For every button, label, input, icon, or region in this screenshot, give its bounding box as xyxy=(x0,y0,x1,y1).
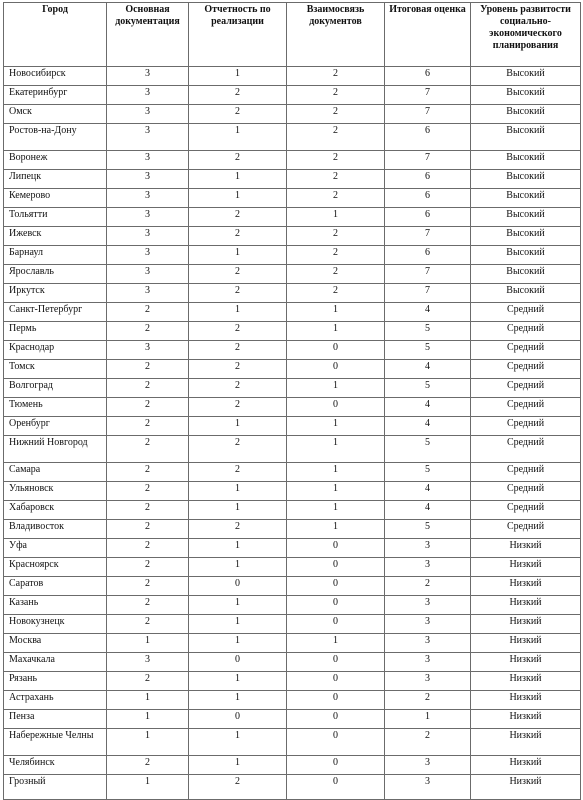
table-row xyxy=(4,105,581,124)
cell-documents-relationship: 2 xyxy=(287,151,385,170)
cell-city: Нижний Новгород xyxy=(4,436,107,463)
cell-total-score: 4 xyxy=(385,501,471,520)
cell-planning-level: Низкий xyxy=(471,775,581,800)
cell-implementation-reporting: 1 xyxy=(189,596,287,615)
cell-total-score: 3 xyxy=(385,634,471,653)
table-row xyxy=(4,86,581,105)
header-implementation-reporting: Отчетность по реализации xyxy=(189,3,287,67)
cell-documents-relationship: 2 xyxy=(287,265,385,284)
cell-main-documentation: 2 xyxy=(107,482,189,501)
table-row xyxy=(4,634,581,653)
cell-planning-level: Высокий xyxy=(471,67,581,86)
cell-city: Астрахань xyxy=(4,691,107,710)
cell-documents-relationship: 0 xyxy=(287,775,385,800)
cell-implementation-reporting: 1 xyxy=(189,539,287,558)
table-row xyxy=(4,756,581,775)
cell-planning-level: Высокий xyxy=(471,189,581,208)
cell-main-documentation: 3 xyxy=(107,246,189,265)
cell-planning-level: Средний xyxy=(471,482,581,501)
cell-planning-level: Средний xyxy=(471,398,581,417)
cell-main-documentation: 2 xyxy=(107,322,189,341)
cell-planning-level: Низкий xyxy=(471,596,581,615)
cell-documents-relationship: 0 xyxy=(287,558,385,577)
cell-main-documentation: 2 xyxy=(107,303,189,322)
cell-city: Новокузнецк xyxy=(4,615,107,634)
cell-total-score: 1 xyxy=(385,710,471,729)
cell-city: Махачкала xyxy=(4,653,107,672)
header-main-documentation: Основная документация xyxy=(107,3,189,67)
cell-documents-relationship: 0 xyxy=(287,756,385,775)
cell-documents-relationship: 1 xyxy=(287,436,385,463)
cell-planning-level: Низкий xyxy=(471,691,581,710)
table-row xyxy=(4,379,581,398)
cell-city: Москва xyxy=(4,634,107,653)
table-header xyxy=(4,3,581,67)
cell-implementation-reporting: 1 xyxy=(189,417,287,436)
cell-total-score: 6 xyxy=(385,189,471,208)
table-row xyxy=(4,151,581,170)
cell-total-score: 6 xyxy=(385,246,471,265)
cell-documents-relationship: 0 xyxy=(287,360,385,379)
cell-main-documentation: 1 xyxy=(107,634,189,653)
cell-main-documentation: 3 xyxy=(107,105,189,124)
cell-implementation-reporting: 2 xyxy=(189,379,287,398)
cell-implementation-reporting: 2 xyxy=(189,341,287,360)
cell-main-documentation: 2 xyxy=(107,501,189,520)
table-row xyxy=(4,539,581,558)
cell-implementation-reporting: 2 xyxy=(189,208,287,227)
cell-total-score: 6 xyxy=(385,67,471,86)
cell-documents-relationship: 0 xyxy=(287,672,385,691)
cell-implementation-reporting: 1 xyxy=(189,246,287,265)
cell-total-score: 5 xyxy=(385,436,471,463)
cell-main-documentation: 2 xyxy=(107,360,189,379)
table-row xyxy=(4,596,581,615)
table-row xyxy=(4,417,581,436)
cell-city: Ульяновск xyxy=(4,482,107,501)
cell-city: Казань xyxy=(4,596,107,615)
cell-documents-relationship: 1 xyxy=(287,482,385,501)
cell-documents-relationship: 0 xyxy=(287,691,385,710)
cell-planning-level: Низкий xyxy=(471,729,581,756)
cell-documents-relationship: 2 xyxy=(287,284,385,303)
cell-planning-level: Низкий xyxy=(471,710,581,729)
cell-total-score: 3 xyxy=(385,653,471,672)
cell-city: Воронеж xyxy=(4,151,107,170)
table-row xyxy=(4,691,581,710)
table-row xyxy=(4,501,581,520)
cell-planning-level: Средний xyxy=(471,520,581,539)
cell-documents-relationship: 2 xyxy=(287,105,385,124)
cell-main-documentation: 2 xyxy=(107,558,189,577)
cell-planning-level: Низкий xyxy=(471,539,581,558)
cell-main-documentation: 3 xyxy=(107,208,189,227)
cell-city: Пермь xyxy=(4,322,107,341)
cell-total-score: 3 xyxy=(385,558,471,577)
cell-main-documentation: 3 xyxy=(107,189,189,208)
cell-implementation-reporting: 2 xyxy=(189,436,287,463)
cell-implementation-reporting: 1 xyxy=(189,756,287,775)
cell-city: Рязань xyxy=(4,672,107,691)
cell-total-score: 3 xyxy=(385,672,471,691)
cell-documents-relationship: 0 xyxy=(287,398,385,417)
cell-implementation-reporting: 2 xyxy=(189,322,287,341)
cell-total-score: 5 xyxy=(385,520,471,539)
cell-city: Набережные Челны xyxy=(4,729,107,756)
table-row xyxy=(4,775,581,800)
cell-total-score: 2 xyxy=(385,729,471,756)
table-row xyxy=(4,341,581,360)
table-body xyxy=(4,67,581,800)
cell-implementation-reporting: 1 xyxy=(189,501,287,520)
cell-total-score: 4 xyxy=(385,398,471,417)
cell-planning-level: Высокий xyxy=(471,227,581,246)
cell-implementation-reporting: 1 xyxy=(189,482,287,501)
cell-total-score: 5 xyxy=(385,322,471,341)
cell-implementation-reporting: 2 xyxy=(189,520,287,539)
cell-main-documentation: 3 xyxy=(107,227,189,246)
cell-planning-level: Низкий xyxy=(471,558,581,577)
cell-city: Иркутск xyxy=(4,284,107,303)
cell-implementation-reporting: 2 xyxy=(189,398,287,417)
cell-planning-level: Средний xyxy=(471,417,581,436)
table-row xyxy=(4,482,581,501)
cell-total-score: 2 xyxy=(385,577,471,596)
cell-documents-relationship: 2 xyxy=(287,170,385,189)
table-row xyxy=(4,246,581,265)
cell-implementation-reporting: 1 xyxy=(189,67,287,86)
table-row xyxy=(4,360,581,379)
cell-implementation-reporting: 1 xyxy=(189,189,287,208)
cell-documents-relationship: 1 xyxy=(287,379,385,398)
table-row xyxy=(4,436,581,463)
cell-implementation-reporting: 1 xyxy=(189,634,287,653)
cell-main-documentation: 1 xyxy=(107,729,189,756)
cell-implementation-reporting: 1 xyxy=(189,124,287,151)
header-city: Город xyxy=(4,3,107,67)
cell-planning-level: Средний xyxy=(471,463,581,482)
cell-city: Красноярск xyxy=(4,558,107,577)
cell-city: Ростов-на-Дону xyxy=(4,124,107,151)
cell-city: Краснодар xyxy=(4,341,107,360)
cell-city: Саратов xyxy=(4,577,107,596)
table-row xyxy=(4,265,581,284)
cell-total-score: 6 xyxy=(385,208,471,227)
cell-city: Ижевск xyxy=(4,227,107,246)
cell-city: Барнаул xyxy=(4,246,107,265)
cell-implementation-reporting: 1 xyxy=(189,691,287,710)
cell-total-score: 7 xyxy=(385,86,471,105)
cell-total-score: 6 xyxy=(385,170,471,189)
cell-main-documentation: 3 xyxy=(107,151,189,170)
cell-main-documentation: 2 xyxy=(107,577,189,596)
cell-city: Липецк xyxy=(4,170,107,189)
cell-planning-level: Средний xyxy=(471,322,581,341)
cell-implementation-reporting: 2 xyxy=(189,105,287,124)
cell-planning-level: Низкий xyxy=(471,756,581,775)
cell-implementation-reporting: 2 xyxy=(189,775,287,800)
cell-documents-relationship: 2 xyxy=(287,246,385,265)
cell-documents-relationship: 0 xyxy=(287,539,385,558)
cell-planning-level: Высокий xyxy=(471,170,581,189)
cell-documents-relationship: 2 xyxy=(287,189,385,208)
cell-planning-level: Низкий xyxy=(471,615,581,634)
cell-main-documentation: 2 xyxy=(107,398,189,417)
cell-documents-relationship: 1 xyxy=(287,208,385,227)
cell-implementation-reporting: 1 xyxy=(189,303,287,322)
cell-total-score: 3 xyxy=(385,596,471,615)
table-row xyxy=(4,303,581,322)
cell-total-score: 7 xyxy=(385,284,471,303)
cell-implementation-reporting: 1 xyxy=(189,729,287,756)
cell-total-score: 2 xyxy=(385,691,471,710)
cell-city: Хабаровск xyxy=(4,501,107,520)
cell-planning-level: Средний xyxy=(471,341,581,360)
cell-city: Санкт-Петербург xyxy=(4,303,107,322)
cell-planning-level: Низкий xyxy=(471,653,581,672)
cell-city: Екатеринбург xyxy=(4,86,107,105)
cell-implementation-reporting: 2 xyxy=(189,265,287,284)
city-planning-table xyxy=(3,2,581,800)
cell-implementation-reporting: 0 xyxy=(189,710,287,729)
table-row xyxy=(4,520,581,539)
cell-city: Волгоград xyxy=(4,379,107,398)
cell-implementation-reporting: 2 xyxy=(189,360,287,379)
cell-total-score: 4 xyxy=(385,303,471,322)
cell-documents-relationship: 0 xyxy=(287,710,385,729)
cell-planning-level: Низкий xyxy=(471,672,581,691)
cell-main-documentation: 2 xyxy=(107,539,189,558)
cell-planning-level: Высокий xyxy=(471,246,581,265)
cell-city: Томск xyxy=(4,360,107,379)
cell-implementation-reporting: 2 xyxy=(189,227,287,246)
table-row xyxy=(4,653,581,672)
cell-total-score: 7 xyxy=(385,105,471,124)
cell-documents-relationship: 2 xyxy=(287,86,385,105)
cell-planning-level: Средний xyxy=(471,501,581,520)
cell-planning-level: Средний xyxy=(471,379,581,398)
cell-planning-level: Средний xyxy=(471,360,581,379)
header-total-score: Итоговая оценка xyxy=(385,3,471,67)
table-row xyxy=(4,463,581,482)
cell-main-documentation: 3 xyxy=(107,170,189,189)
cell-main-documentation: 2 xyxy=(107,756,189,775)
cell-documents-relationship: 1 xyxy=(287,501,385,520)
cell-city: Тюмень xyxy=(4,398,107,417)
cell-planning-level: Высокий xyxy=(471,124,581,151)
cell-documents-relationship: 1 xyxy=(287,417,385,436)
cell-planning-level: Высокий xyxy=(471,105,581,124)
cell-city: Ярославль xyxy=(4,265,107,284)
cell-documents-relationship: 0 xyxy=(287,653,385,672)
cell-main-documentation: 3 xyxy=(107,653,189,672)
cell-total-score: 6 xyxy=(385,124,471,151)
cell-total-score: 7 xyxy=(385,265,471,284)
cell-implementation-reporting: 2 xyxy=(189,86,287,105)
cell-main-documentation: 2 xyxy=(107,417,189,436)
table-row xyxy=(4,558,581,577)
cell-main-documentation: 3 xyxy=(107,124,189,151)
cell-main-documentation: 3 xyxy=(107,341,189,360)
cell-documents-relationship: 2 xyxy=(287,67,385,86)
cell-main-documentation: 2 xyxy=(107,463,189,482)
cell-planning-level: Высокий xyxy=(471,86,581,105)
cell-city: Оренбург xyxy=(4,417,107,436)
cell-implementation-reporting: 1 xyxy=(189,170,287,189)
cell-main-documentation: 2 xyxy=(107,379,189,398)
cell-implementation-reporting: 2 xyxy=(189,151,287,170)
cell-total-score: 5 xyxy=(385,341,471,360)
table-row xyxy=(4,577,581,596)
cell-main-documentation: 2 xyxy=(107,520,189,539)
cell-documents-relationship: 1 xyxy=(287,634,385,653)
cell-implementation-reporting: 1 xyxy=(189,558,287,577)
table-row xyxy=(4,208,581,227)
cell-total-score: 4 xyxy=(385,482,471,501)
cell-documents-relationship: 1 xyxy=(287,463,385,482)
cell-planning-level: Средний xyxy=(471,436,581,463)
cell-city: Челябинск xyxy=(4,756,107,775)
cell-implementation-reporting: 0 xyxy=(189,577,287,596)
table-row xyxy=(4,729,581,756)
cell-total-score: 3 xyxy=(385,756,471,775)
table-row xyxy=(4,672,581,691)
cell-main-documentation: 3 xyxy=(107,86,189,105)
table-row xyxy=(4,710,581,729)
table-row xyxy=(4,398,581,417)
cell-city: Пенза xyxy=(4,710,107,729)
cell-city: Новосибирск xyxy=(4,67,107,86)
cell-city: Самара xyxy=(4,463,107,482)
header-row xyxy=(4,3,581,67)
header-planning-level: Уровень развитости социально-экономического планирования xyxy=(471,3,581,67)
cell-documents-relationship: 1 xyxy=(287,322,385,341)
cell-documents-relationship: 1 xyxy=(287,520,385,539)
cell-planning-level: Высокий xyxy=(471,265,581,284)
cell-documents-relationship: 1 xyxy=(287,303,385,322)
cell-city: Омск xyxy=(4,105,107,124)
cell-main-documentation: 2 xyxy=(107,672,189,691)
cell-total-score: 3 xyxy=(385,539,471,558)
header-documents-relationship: Взаимосвязь документов xyxy=(287,3,385,67)
cell-planning-level: Низкий xyxy=(471,634,581,653)
cell-documents-relationship: 0 xyxy=(287,596,385,615)
cell-total-score: 7 xyxy=(385,151,471,170)
cell-planning-level: Высокий xyxy=(471,284,581,303)
cell-planning-level: Высокий xyxy=(471,208,581,227)
cell-implementation-reporting: 1 xyxy=(189,615,287,634)
cell-main-documentation: 3 xyxy=(107,265,189,284)
cell-documents-relationship: 0 xyxy=(287,615,385,634)
table-row xyxy=(4,284,581,303)
cell-implementation-reporting: 1 xyxy=(189,672,287,691)
cell-documents-relationship: 2 xyxy=(287,124,385,151)
cell-implementation-reporting: 2 xyxy=(189,463,287,482)
cell-city: Уфа xyxy=(4,539,107,558)
cell-main-documentation: 1 xyxy=(107,710,189,729)
cell-city: Владивосток xyxy=(4,520,107,539)
table-row xyxy=(4,322,581,341)
cell-main-documentation: 2 xyxy=(107,436,189,463)
cell-planning-level: Средний xyxy=(471,303,581,322)
table-row xyxy=(4,67,581,86)
cell-planning-level: Низкий xyxy=(471,577,581,596)
table-row xyxy=(4,227,581,246)
cell-total-score: 5 xyxy=(385,379,471,398)
cell-total-score: 5 xyxy=(385,463,471,482)
cell-implementation-reporting: 0 xyxy=(189,653,287,672)
cell-total-score: 4 xyxy=(385,360,471,379)
cell-total-score: 7 xyxy=(385,227,471,246)
cell-total-score: 4 xyxy=(385,417,471,436)
cell-main-documentation: 1 xyxy=(107,775,189,800)
cell-total-score: 3 xyxy=(385,615,471,634)
table-row xyxy=(4,124,581,151)
cell-main-documentation: 3 xyxy=(107,67,189,86)
cell-city: Кемерово xyxy=(4,189,107,208)
cell-city: Тольятти xyxy=(4,208,107,227)
cell-implementation-reporting: 2 xyxy=(189,284,287,303)
cell-planning-level: Высокий xyxy=(471,151,581,170)
cell-documents-relationship: 0 xyxy=(287,577,385,596)
table-row xyxy=(4,615,581,634)
cell-main-documentation: 3 xyxy=(107,284,189,303)
table-row xyxy=(4,189,581,208)
cell-city: Грозный xyxy=(4,775,107,800)
cell-main-documentation: 1 xyxy=(107,691,189,710)
cell-documents-relationship: 0 xyxy=(287,729,385,756)
cell-main-documentation: 2 xyxy=(107,596,189,615)
cell-main-documentation: 2 xyxy=(107,615,189,634)
table-row xyxy=(4,170,581,189)
cell-documents-relationship: 2 xyxy=(287,227,385,246)
cell-documents-relationship: 0 xyxy=(287,341,385,360)
cell-total-score: 3 xyxy=(385,775,471,800)
